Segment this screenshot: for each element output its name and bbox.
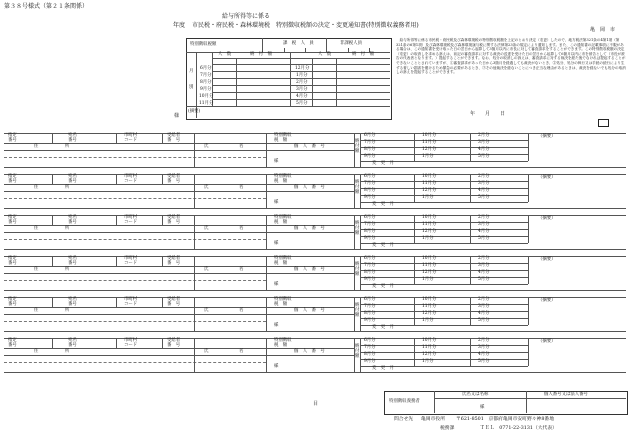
month-right-1: 1月分 [296,73,308,78]
m1-3: 9月分 [364,236,376,241]
m1-3: 9月分 [364,277,376,282]
nofu-label: 納付額 [355,262,360,277]
tekiyo-label: （摘要） [538,339,556,344]
jukyusha-bango-label: 受給者 番 号 [167,256,181,266]
m1-0: 6月分 [364,297,376,302]
summary-table [186,38,392,120]
shimei-label: 氏 名 [204,308,244,313]
m3-2: 4月分 [478,229,490,234]
m1-3: 9月分 [364,195,376,200]
contact-dept: 税務課 [440,426,455,431]
m1-3: 9月分 [364,318,376,323]
col-kojin-label: 個人番号又は法人番号 [544,392,588,397]
m1-2: 8月分 [364,229,376,234]
shichoson-code-label: 市町村 コード [124,256,138,266]
atena-bango-label: 宛名 番号 [68,297,77,307]
m2-3: 1月分 [422,359,434,364]
m3-2: 4月分 [478,311,490,316]
month-right-3: 3月分 [296,87,308,92]
record-block [4,215,626,253]
nofu-label: 納付額 [355,344,360,359]
atena-bango-label: 宛名 番号 [68,133,77,143]
kojin-bango-label: 個 人 番 号 [294,267,325,272]
nofu-label: 納付額 [355,303,360,318]
jukyusha-bango-label: 受給者 番 号 [167,338,181,348]
kazei-jinin-label: 課 税 人 員 [283,41,314,46]
record-sama: 様 [274,200,279,205]
jusho-label: 住 所 [34,144,70,149]
m2-3: 1月分 [422,277,434,282]
zeigaku-label: 税 額 [274,343,288,348]
month-left-1: 7月分 [200,73,212,78]
contact-office: 亀岡市役所 [421,417,445,422]
jukyusha-bango-label: 受給者 番 号 [167,133,181,143]
contact-label: 問合せ先 [394,417,414,422]
m2-0: 10月分 [422,297,437,302]
m3-3: 5月分 [478,154,490,159]
atena-bango-label: 宛名 番号 [68,215,77,225]
m1-2: 8月分 [364,147,376,152]
tokucho-label: 特別徴収 [274,133,292,138]
contact-tel: ＴＥＬ 0771-22-3131（大代表） [480,426,557,431]
m2-3: 1月分 [422,318,434,323]
m1-3: 9月分 [364,154,376,159]
notice-text: 給与所得等に係る市民税・府民税及び森林環境税の特別徴収税額を上記のとおり決定（変更）したので、地方税法第321条の4第1項（第321条の6第1項）及び森林環境税及び森林環境譲与税に関する法律第23条の規定により通知します。また、この通知書の記載事項に不服がある場合は、この通知書を受け取った日の翌日から起算して3箇月以内に市長に対して審査請求をすることができます。この特別徴収税額の決定（変更）の取消しを求める訴えは、前記の審査請求に対する裁決の送達を受けた日の翌日から起算して6箇月以内に市を被告として（市長が被告の代表者となります。）提起することができます。なお、処分の取消しの訴えは、審査請求に対する裁決を経た後でなければ提起することができないこととされていますが、①審査請求があった日から3箇月を経過しても裁決がないとき、②処分、処分の執行又は手続の続行により生ずる著しい損害を避けるため緊急の必要があるとき、③その他裁決を経ないことにつき正当な理由があるときは、裁決を経ないでも処分の取消しの訴えを提起することができます。 [396,38,626,75]
tekiyo-label: （摘要） [538,216,556,221]
biko-label: (摘要) [188,109,201,114]
zeigaku-label: 税 額 [274,302,288,307]
kojin-bango-label: 個 人 番 号 [294,308,325,313]
m1-1: 7月分 [364,222,376,227]
henko-tsuki-label: 変 更 月 [372,161,394,166]
m1-0: 6月分 [364,215,376,220]
shitei-bango-label: 指定 番号 [8,297,17,307]
m1-0: 6月分 [364,338,376,343]
shichoson-code-label: 市町村 コード [124,133,138,143]
m3-0: 2月分 [478,215,490,220]
m3-0: 2月分 [478,174,490,179]
m1-0: 6月分 [364,133,376,138]
m2-1: 11月分 [422,140,437,145]
record-sama: 様 [274,241,279,246]
record-sama: 様 [274,323,279,328]
form-number: 第３８号様式（第２１条関係） [4,3,89,10]
tokucho-label: 特別徴収 [274,297,292,302]
m2-1: 11月分 [422,222,437,227]
title-line1: 給与所得等に係る [222,13,271,20]
tekiyo-label: （摘要） [538,175,556,180]
m2-2: 12月分 [422,188,437,193]
m2-0: 10月分 [422,256,437,261]
record-block [4,133,626,171]
m2-2: 12月分 [422,147,437,152]
hikazei-label: 非課税人員 [340,41,362,46]
m3-3: 5月分 [478,277,490,282]
m3-1: 3月分 [478,222,490,227]
henko-tsuki-label: 変 更 月 [372,284,394,289]
m3-0: 2月分 [478,297,490,302]
notice-date: 年 月 日 [470,111,506,117]
m2-0: 10月分 [422,338,437,343]
shimei-label: 氏 名 [204,226,244,231]
m3-3: 5月分 [478,236,490,241]
month-left-5: 11月分 [199,101,214,106]
tekiyo-label: （摘要） [538,298,556,303]
m2-0: 10月分 [422,174,437,179]
kojin-bango-label: 個 人 番 号 [294,144,325,149]
gimusha-table [384,391,628,415]
m2-1: 11月分 [422,345,437,350]
atena-bango-label: 宛名 番号 [68,256,77,266]
month-right-5: 5月分 [296,101,308,106]
nofu-label: 納付額 [355,139,360,154]
m3-2: 4月分 [478,270,490,275]
henko-tsuki-label: 変 更 月 [372,243,394,248]
nofu-label: 納付額 [355,180,360,195]
page-title: 市民税・府民税・森林環境税 特別徴収税額の決定・変更通知書(特別徴収義務者用) [192,22,419,29]
zeigaku-label: 税 額 [274,179,288,184]
m3-0: 2月分 [478,256,490,261]
footer-ue: 目 [313,401,319,407]
shichoson-code-label: 市町村 コード [124,297,138,307]
city-name: 亀 岡 市 [590,27,616,33]
shichoson-code-label: 市町村 コード [124,174,138,184]
record-block [4,174,626,212]
henko-tsuki-label: 変 更 月 [372,366,394,371]
gimusha-label: 特別徴収義務者 [389,399,420,404]
m3-3: 5月分 [478,359,490,364]
tokucho-label: 特別徴収 [274,256,292,261]
jusho-label: 住 所 [34,267,70,272]
contact-address: 〒621-8501 京都府亀岡市安町野々神8番地 [456,417,554,422]
kojin-bango-label: 個 人 番 号 [294,349,325,354]
m1-2: 8月分 [364,270,376,275]
shimei-label: 氏 名 [204,349,244,354]
shitei-bango-label: 指定 番号 [8,174,17,184]
atena-bango-label: 宛名 番号 [68,338,77,348]
shitei-bango-label: 指定 番号 [8,133,17,143]
gimusha-sama: 様 [480,405,485,410]
tokucho-label: 特別徴収 [274,215,292,220]
m1-0: 6月分 [364,174,376,179]
m2-2: 12月分 [422,311,437,316]
m3-2: 4月分 [478,188,490,193]
m1-1: 7月分 [364,263,376,268]
tokucho-label: 特別徴収 [274,174,292,179]
m2-3: 1月分 [422,154,434,159]
shichoson-code-label: 市町村 コード [124,215,138,225]
m1-1: 7月分 [364,345,376,350]
tokucho-label: 特別徴収 [274,338,292,343]
m1-2: 8月分 [364,352,376,357]
m2-2: 12月分 [422,352,437,357]
record-block [4,338,626,376]
jinin-header-right: 人 数 [318,52,332,57]
record-sama: 様 [274,159,279,164]
tokubetsu-zeigaku-label: 特別徴収税額 [190,42,217,47]
m1-2: 8月分 [364,311,376,316]
record-block [4,256,626,294]
shichoson-code-label: 市町村 コード [124,338,138,348]
m2-3: 1月分 [422,195,434,200]
jusho-label: 住 所 [34,349,70,354]
jukyusha-bango-label: 受給者 番 号 [167,215,181,225]
betsu-label: 別 [189,85,194,90]
m1-1: 7月分 [364,304,376,309]
nofu-header-right: 納 付 額 [352,52,374,57]
m3-0: 2月分 [478,338,490,343]
m2-3: 1月分 [422,236,434,241]
fiscal-year-label: 年度 [173,22,186,29]
zeigaku-label: 税 額 [274,220,288,225]
m2-1: 11月分 [422,263,437,268]
m3-3: 5月分 [478,195,490,200]
m3-3: 5月分 [478,318,490,323]
m3-0: 2月分 [478,133,490,138]
m3-1: 3月分 [478,181,490,186]
record-sama: 様 [274,282,279,287]
jinin-header-left: 人 数 [218,52,232,57]
month-left-4: 10月分 [199,94,214,99]
month-left-2: 8月分 [200,80,212,85]
henko-tsuki-label: 変 更 月 [372,325,394,330]
month-left-3: 9月分 [200,87,212,92]
jusho-label: 住 所 [34,226,70,231]
shitei-bango-label: 指定 番号 [8,215,17,225]
m1-1: 7月分 [364,140,376,145]
col-shimei-label: 氏名又は名称 [462,392,489,397]
month-left-0: 6月分 [200,66,212,71]
month-right-2: 2月分 [296,80,308,85]
kojin-bango-label: 個 人 番 号 [294,185,325,190]
month-label: 月 [189,69,194,74]
tekiyo-label: （摘要） [538,257,556,262]
jukyusha-bango-label: 受給者 番 号 [167,297,181,307]
nofu-header-left: 納 付 額 [250,52,272,57]
m1-0: 6月分 [364,256,376,261]
henko-tsuki-label: 変 更 月 [372,202,394,207]
atena-bango-label: 宛名 番号 [68,174,77,184]
shimei-label: 氏 名 [204,267,244,272]
m3-1: 3月分 [478,345,490,350]
m2-1: 11月分 [422,181,437,186]
month-right-4: 4月分 [296,94,308,99]
m2-1: 11月分 [422,304,437,309]
shimei-label: 氏 名 [204,144,244,149]
seal-mark [598,119,609,127]
m2-0: 10月分 [422,215,437,220]
kojin-bango-label: 個 人 番 号 [294,226,325,231]
m3-1: 3月分 [478,263,490,268]
m1-3: 9月分 [364,359,376,364]
m1-1: 7月分 [364,181,376,186]
jusho-label: 住 所 [34,185,70,190]
m3-2: 4月分 [478,352,490,357]
m2-0: 10月分 [422,133,437,138]
m3-1: 3月分 [478,140,490,145]
nofu-label: 納付額 [355,221,360,236]
jukyusha-bango-label: 受給者 番 号 [167,174,181,184]
shimei-label: 氏 名 [204,185,244,190]
record-block [4,297,626,335]
zeigaku-label: 税 額 [274,138,288,143]
m2-2: 12月分 [422,229,437,234]
shitei-bango-label: 指定 番号 [8,338,17,348]
m3-1: 3月分 [478,304,490,309]
m1-2: 8月分 [364,188,376,193]
tekiyo-label: （摘要） [538,134,556,139]
zeigaku-label: 税 額 [274,261,288,266]
shitei-bango-label: 指定 番号 [8,256,17,266]
jusho-label: 住 所 [34,308,70,313]
month-right-0: 12月分 [295,66,310,71]
addressee-sama: 様 [174,113,180,119]
m2-2: 12月分 [422,270,437,275]
record-sama: 様 [274,364,279,369]
m3-2: 4月分 [478,147,490,152]
